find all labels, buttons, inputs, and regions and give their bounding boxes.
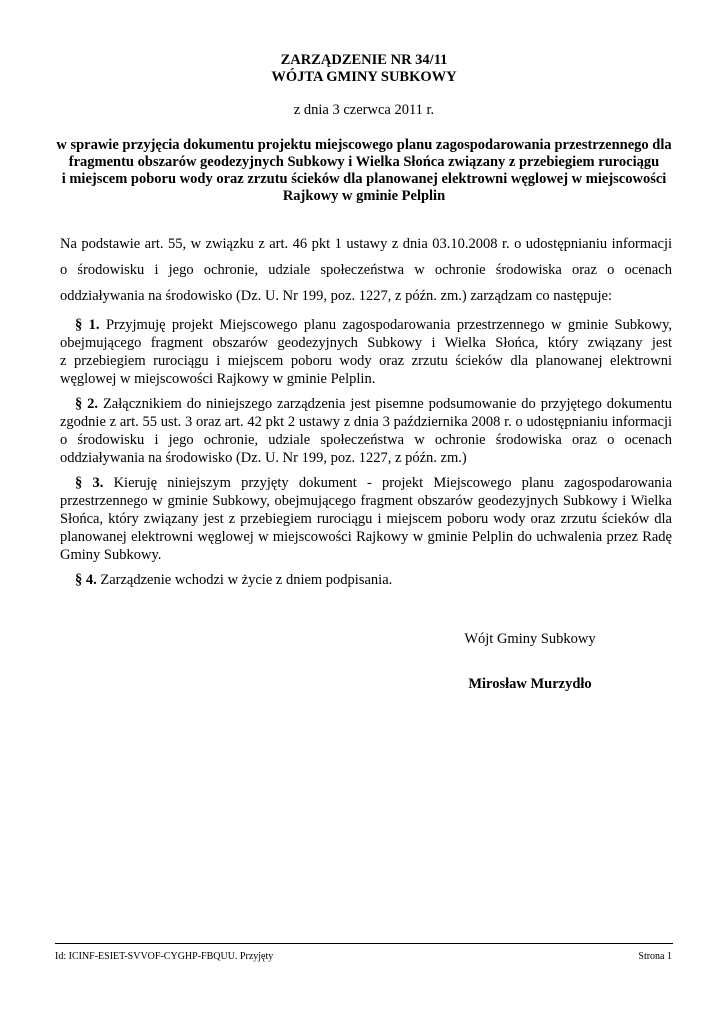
document-subject <box>55 137 673 205</box>
section-number: § 1. <box>75 317 100 333</box>
title-line-2: WÓJTA GMINY SUBKOWY <box>271 69 457 85</box>
footer-divider <box>55 943 673 944</box>
preamble-line: Na podstawie art. 55, w związku z art. 46 pkt 1 ustawy z dnia 03.10.2008 r. o udostępnianiu informacji <box>60 236 672 252</box>
sections <box>60 316 672 596</box>
section-text: Kieruję niniejszym przyjęty dokument - projekt Miejscowego planu zagospodarowania <box>113 475 673 491</box>
section-1 <box>60 316 672 388</box>
section-4 <box>60 571 672 589</box>
section-2 <box>60 395 672 467</box>
section-text: Załącznikiem do niniejszego zarządzenia jest pisemne podsumowanie do przyjętego dokumentu <box>102 396 673 412</box>
section-line: oddziaływania na środowisko (Dz. U. Nr 199, poz. 1227, z późn. zm.) <box>60 450 467 466</box>
section-line <box>60 474 672 492</box>
section-line: zgodnie z art. 55 ust. 3 oraz art. 42 pkt 2 ustawy z dnia 3 października 2008 r. o udostępnianiu informacji <box>60 414 672 430</box>
section-line: Gminy Subkowy. <box>60 547 162 563</box>
subject-line: Rajkowy w gminie Pelplin <box>282 188 446 204</box>
signatory-name: Mirosław Murzydło <box>468 676 592 692</box>
document-date: z dnia 3 czerwca 2011 r. <box>293 102 435 118</box>
section-text: Zarządzenie wchodzi w życie z dniem podpisania. <box>100 572 393 588</box>
section-line: węglowej w miejscowości Rajkowy w gminie Pelplin. <box>60 371 376 387</box>
section-number: § 3. <box>75 475 104 491</box>
document-title <box>55 52 673 86</box>
section-line <box>60 571 672 589</box>
section-line <box>60 395 672 413</box>
section-line: o środowisku i jego ochronie, udziale społeczeństwa w ochronie środowiska oraz o ocenach <box>60 432 672 448</box>
footer-page-number: Strona 1 <box>638 951 672 962</box>
section-line: przestrzennego w gminie Subkowy, obejmującego fragment obszarów geodezyjnych Subkowy i Wielka <box>60 493 672 509</box>
subject-line: fragmentu obszarów geodezyjnych Subkowy i Wielka Słońca związany z przebiegiem rurociągu <box>68 154 660 170</box>
section-number: § 4. <box>75 572 97 588</box>
section-line: planowanej elektrowni węglowej w miejscowości Rajkowy w gminie Pelplin do uchwalenia przez Radę <box>60 529 672 545</box>
section-3 <box>60 474 672 564</box>
section-line: Słońca, który związany jest z przebiegiem rurociągu i miejscem poboru wody oraz zrzutu ścieków dla <box>60 511 672 527</box>
section-text: Przyjmuję projekt Miejscowego planu zagospodarowania przestrzennego w gminie Subkowy, <box>105 317 673 333</box>
subject-line: i miejscem poboru wody oraz zrzutu ścieków dla planowanej elektrowni węglowej w miejscowości <box>61 171 667 187</box>
section-line: z przebiegiem rurociągu i miejscem poboru wody oraz zrzutu ścieków dla planowanej elektrowni <box>60 353 672 369</box>
preamble <box>60 231 672 309</box>
footer-document-id: Id: ICINF-ESIET-SVVOF-CYGHP-FBQUU. Przyjęty <box>55 951 274 962</box>
section-line: obejmującego fragment obszarów geodezyjnych Subkowy i Wielka Słońca, który związany jest <box>60 335 672 351</box>
preamble-line: oddziaływania na środowisko (Dz. U. Nr 199, poz. 1227, z późn. zm.) zarządzam co następuje: <box>60 288 613 304</box>
section-number: § 2. <box>75 396 99 412</box>
signatory-position: Wójt Gminy Subkowy <box>464 631 596 647</box>
title-line-1: ZARZĄDZENIE NR 34/11 <box>280 52 448 68</box>
subject-line: w sprawie przyjęcia dokumentu projektu miejscowego planu zagospodarowania przestrzennego dla <box>56 137 672 153</box>
preamble-line: o środowisku i jego ochronie, udziale społeczeństwa w ochronie środowiska oraz o ocenach <box>60 262 672 278</box>
section-line <box>60 316 672 334</box>
signature-block <box>440 630 620 693</box>
